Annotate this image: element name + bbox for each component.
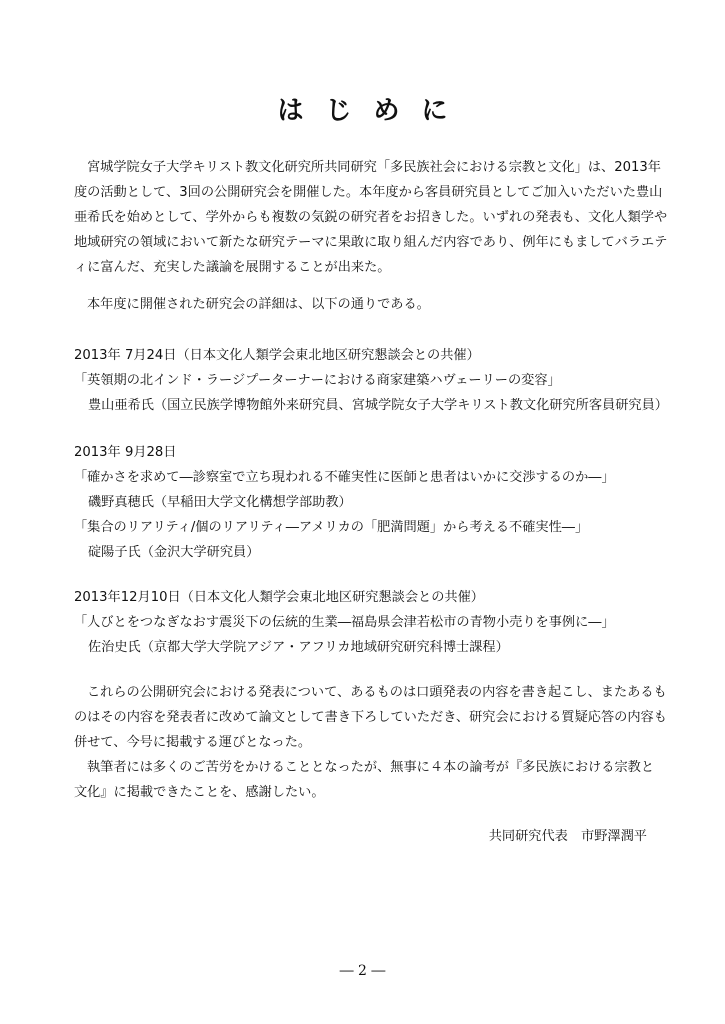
closing-line-1: これらの公開研究会における発表について、あるものは口頭発表の内容を書き起こし、またあるも [87, 685, 667, 700]
session-1 [74, 343, 668, 418]
signature: 共同研究代表 市野澤潤平 [488, 829, 647, 844]
closing-line-4: 執筆者には多くのご苦労をかけることとなったが、無事に４本の論考が『多民族における宗教と [87, 760, 655, 775]
session-3 [74, 585, 654, 660]
closing-line-5: 文化』に掲載できたことを、感謝したい。 [74, 785, 325, 800]
page-number: ― 2 ― [339, 963, 386, 979]
talk-speaker: 佐治史氏（京都大学大学院アジア・アフリカ地域研究研究科博士課程） [88, 640, 509, 655]
talk-speaker: 碇陽子氏（金沢大学研究員） [88, 545, 260, 560]
session-date: 2013年 7月24日（日本文化人類学会東北地区研究懇談会との共催） [74, 348, 480, 363]
talk-title: 「集合のリアリティ/個のリアリティ―アメリカの「肥満問題」から考える不確実性―」 [74, 520, 589, 535]
talk-title: 「確かさを求めて―診察室で立ち現われる不確実性に医師と患者はいかに交渉するのか―」 [74, 470, 615, 485]
session-2 [74, 440, 654, 565]
intro-paragraph [74, 155, 668, 280]
intro-line-1: 宮城学院女子大学キリスト教文化研究所共同研究「多民族社会における宗教と文化」は、2013年 [87, 160, 661, 175]
closing-paragraph [74, 680, 667, 805]
detail-line: 本年度に開催された研究会の詳細は、以下の通りである。 [87, 297, 430, 312]
talk-title: 「人びとをつなぎなおす震災下の伝統的生業―福島県会津若松市の青物小売りを事例に―」 [74, 615, 615, 630]
page-title: はじめに [277, 96, 470, 126]
closing-line-2: のはその内容を発表者に改めて論文として書き下ろしていただき、研究会における質疑応答の内容も [74, 710, 667, 725]
intro-line-4: 地域研究の領域において新たな研究テーマに果敢に取り組んだ内容であり、例年にもましてバラエテ [74, 235, 668, 250]
detail-paragraph [74, 292, 654, 317]
closing-line-3: 併せて、今号に掲載する運びとなった。 [74, 735, 312, 750]
talk-title: 「英領期の北インド・ラージプーターナーにおける商家建築ハヴェーリーの変容」 [74, 373, 561, 388]
intro-line-2: 度の活動として、3回の公開研究会を開催した。本年度から客員研究員としてご加入いただいた豊山 [74, 185, 663, 200]
intro-line-5: ィに富んだ、充実した議論を展開することが出来た。 [74, 260, 391, 275]
talk-speaker: 磯野真穂氏（早稲田大学文化構想学部助教） [88, 495, 352, 510]
session-date: 2013年 9月28日 [74, 445, 177, 460]
talk-speaker: 豊山亜希氏（国立民族学博物館外来研究員、宮城学院女子大学キリスト教文化研究所客員研究員） [88, 398, 668, 413]
session-date: 2013年12月10日（日本文化人類学会東北地区研究懇談会との共催） [74, 590, 484, 605]
intro-line-3: 亜希氏を始めとして、学外からも複数の気鋭の研究者をお招きした。いずれの発表も、文化人類学や [74, 210, 668, 225]
